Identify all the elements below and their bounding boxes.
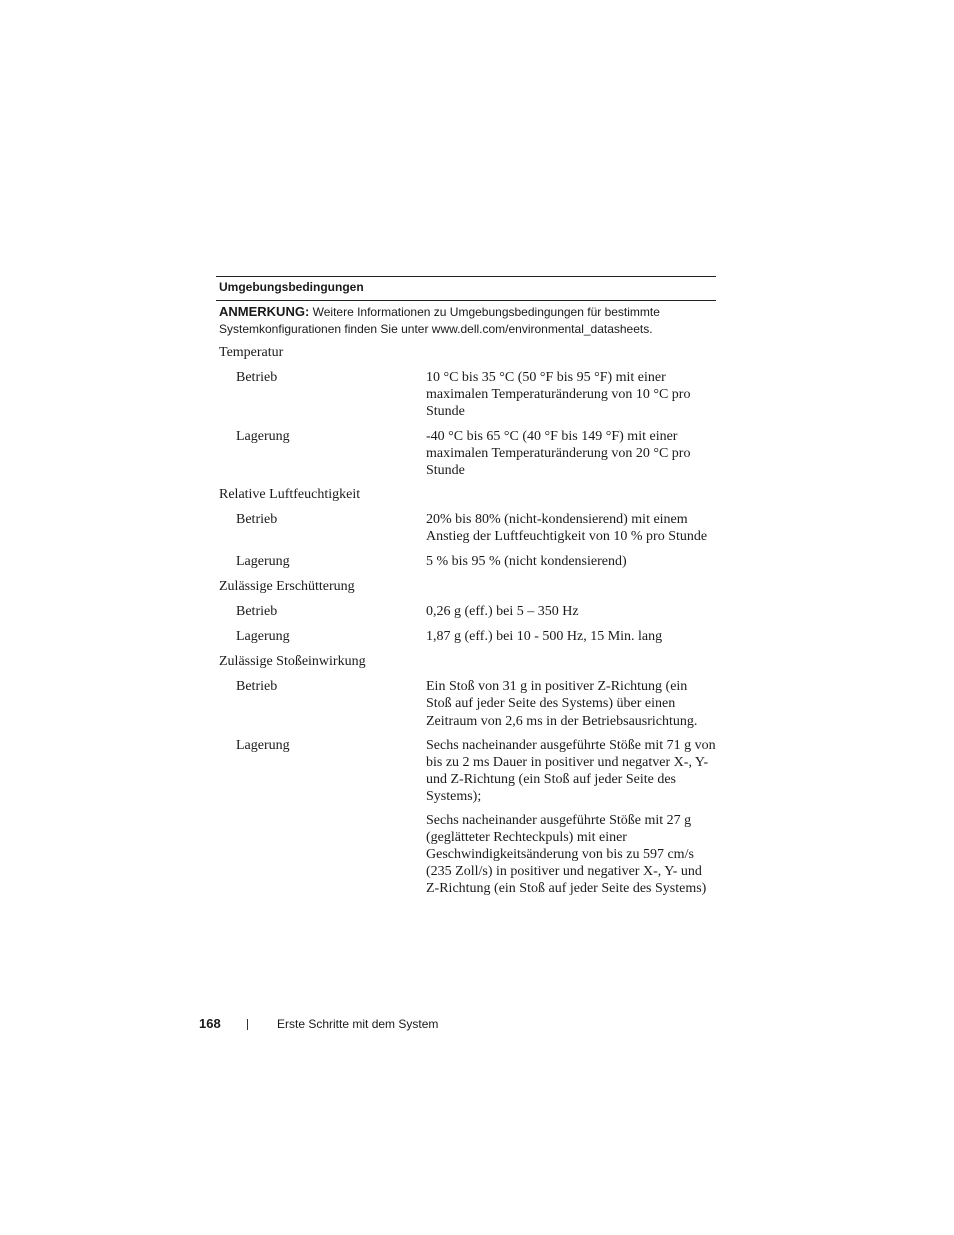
row-value: Ein Stoß von 31 g in positiver Z-Richtung (ein Stoß auf jeder Seite des Systems) über einen Zeitraum von 2,6 ms in der Betriebsausrichtung. [426,679,698,729]
table-row [216,737,716,898]
table-row [216,428,716,480]
section-title-shock: Zulässige Stoßeinwirkung [219,654,366,670]
note [216,301,716,338]
environment-table [216,276,716,905]
page-number: 168 [199,1016,221,1031]
chapter-title: Erste Schritte mit dem System [277,1017,439,1031]
row-value-group [426,737,716,898]
row-label: Betrieb [236,679,278,695]
table-row [216,678,716,730]
row-value: 20% bis 80% (nicht-kondensierend) mit einem Anstieg der Luftfeuchtigkeit von 10 % pro Stunde [426,512,708,545]
row-value: Sechs nacheinander ausgeführte Stöße mit 71 g von bis zu 2 ms Dauer in positiver und negatver X-, Y- und Z-Richtung (ein Stoß auf jeder Seite des Systems); [426,737,716,805]
table-row [216,553,716,570]
table-row [216,603,716,620]
table-header: Umgebungsbedingungen [216,277,716,301]
row-value: 1,87 g (eff.) bei 10 - 500 Hz, 15 Min. lang [426,629,663,645]
section-title-humidity: Relative Luftfeuchtigkeit [219,487,361,503]
note-text: Weitere Informationen zu Umgebungsbedingungen für bestimmte Systemkonfigurationen finden Sie unter www.dell.com/environmental_datasheets. [219,305,660,336]
row-label: Lagerung [236,428,290,444]
section-title-temperature: Temperatur [219,345,284,360]
table-row [216,628,716,645]
page-footer [199,1016,438,1032]
row-value: -40 °C bis 65 °C (40 °F bis 149 °F) mit einer maximalen Temperaturänderung von 20 °C pro Stunde [426,428,691,479]
row-label: Betrieb [236,512,278,528]
section-title-vibration: Zulässige Erschütterung [219,578,355,594]
row-label: Lagerung [236,737,290,753]
footer-separator [247,1019,248,1030]
row-label: Betrieb [236,603,278,619]
table-row [216,369,716,421]
row-value-second: Sechs nacheinander ausgeführte Stöße mit 27 g (geglätteter Rechteckpuls) mit einer Geschwindigkeitsänderung von bis zu 597 cm/s (235 Zoll/s) in positiver und negativer X-, Y- und Z-Richtung (ein Stoß auf jeder Seite des Systems) [426,812,707,897]
row-value: 0,26 g (eff.) bei 5 – 350 Hz [426,603,579,619]
row-value: 10 °C bis 35 °C (50 °F bis 95 °F) mit einer maximalen Temperaturänderung von 10 °C pro Stunde [426,370,691,420]
row-value: 5 % bis 95 % (nicht kondensierend) [426,553,627,569]
row-label: Lagerung [236,553,290,569]
row-label: Lagerung [236,629,290,645]
table-row [216,511,716,545]
note-label: ANMERKUNG: [219,304,310,319]
row-label: Betrieb [236,370,278,385]
